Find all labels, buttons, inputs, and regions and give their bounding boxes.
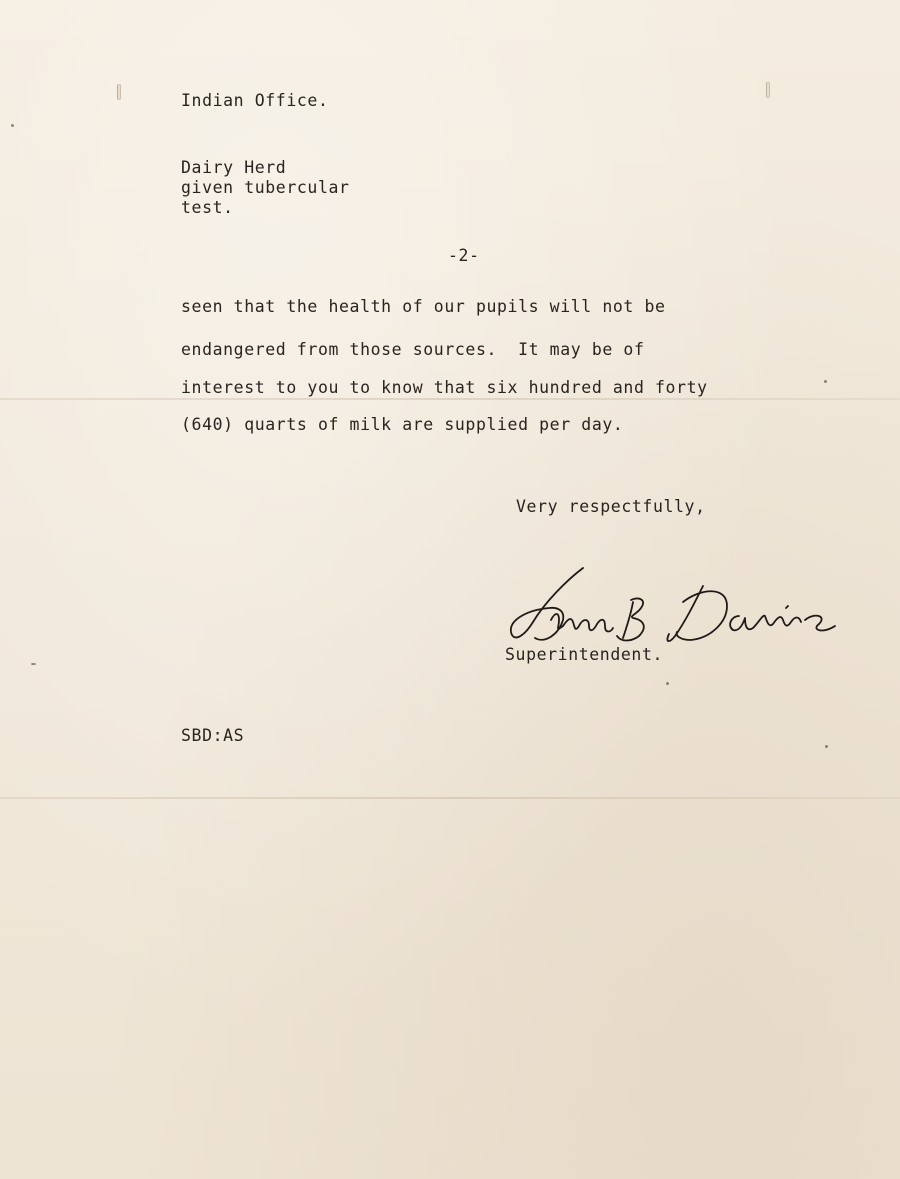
staple-hole xyxy=(766,82,770,98)
signer-title: Superintendent. xyxy=(505,645,664,664)
staple-hole xyxy=(117,84,121,100)
paper-speck xyxy=(825,745,828,748)
paper-fold-line xyxy=(0,797,900,799)
reference-initials: SBD:AS xyxy=(181,726,245,745)
paper-speck xyxy=(666,682,669,685)
subject-line: test. xyxy=(181,198,234,217)
subject-line: given tubercular xyxy=(181,178,350,197)
paper-speck xyxy=(11,124,14,127)
paper-speck xyxy=(31,663,36,665)
addressee: Indian Office. xyxy=(181,91,329,110)
body-line: seen that the health of our pupils will not be xyxy=(181,297,666,316)
subject-line: Dairy Herd xyxy=(181,158,287,177)
page-number: -2- xyxy=(448,246,480,265)
paper-speck xyxy=(824,380,827,383)
body-line: (640) quarts of milk are supplied per day. xyxy=(181,415,624,434)
body-line: interest to you to know that six hundred and forty xyxy=(181,378,708,397)
body-line: endangered from those sources. It may be of xyxy=(181,340,645,359)
closing: Very respectfully, xyxy=(516,497,706,516)
paper-fold-line xyxy=(0,398,900,400)
